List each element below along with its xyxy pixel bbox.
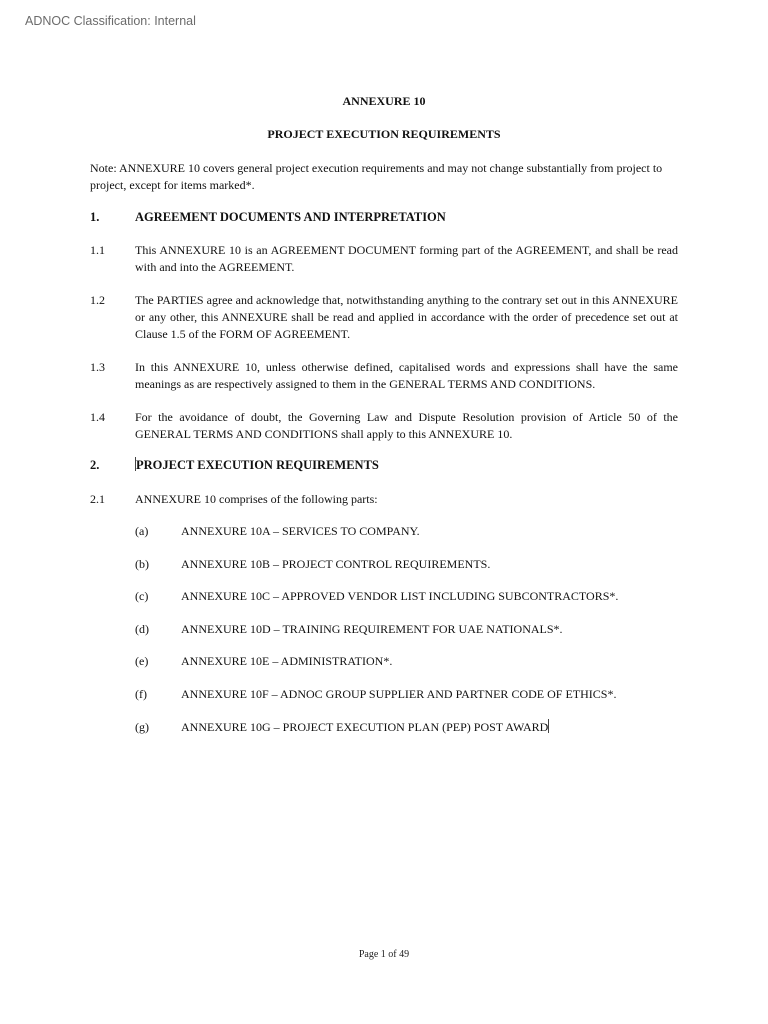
part-c-label: (c) — [135, 589, 149, 603]
section-1-heading: AGREEMENT DOCUMENTS AND INTERPRETATION — [135, 210, 446, 224]
part-c-text: ANNEXURE 10C – APPROVED VENDOR LIST INCLUDING SUBCONTRACTORS*. — [181, 589, 619, 603]
clause-1-2-text: The PARTIES agree and acknowledge that, notwithstanding anything to the contrary set out in this ANNEXURE or any other, this ANNEXURE shall be read and applied in accordance with the order of precedence set out at Clause 1.5 of the FORM OF AGREEMENT. — [135, 293, 678, 341]
document-subtitle: PROJECT EXECUTION REQUIREMENTS — [267, 127, 501, 141]
clause-1-1-number: 1.1 — [90, 243, 105, 257]
part-g-label: (g) — [135, 720, 149, 734]
part-f-text: ANNEXURE 10F – ADNOC GROUP SUPPLIER AND PARTNER CODE OF ETHICS*. — [181, 687, 617, 701]
clause-1-2-number: 1.2 — [90, 293, 105, 307]
note-paragraph: Note: ANNEXURE 10 covers general project execution requirements and may not change substantially from project to project, except for items marked*. — [90, 161, 663, 192]
section-2-number: 2. — [90, 458, 100, 472]
part-b-text: ANNEXURE 10B – PROJECT CONTROL REQUIREMENTS. — [181, 557, 491, 571]
clause-1-4-text: For the avoidance of doubt, the Governing Law and Dispute Resolution provision of Article 50 of the GENERAL TERMS AND CONDITIONS shall apply to this ANNEXURE 10. — [135, 410, 678, 441]
clause-1-4-number: 1.4 — [90, 410, 105, 424]
text-cursor-end — [548, 719, 549, 733]
part-d-label: (d) — [135, 622, 149, 636]
document-title: ANNEXURE 10 — [342, 94, 426, 108]
page-number: Page 1 of 49 — [358, 949, 410, 960]
part-a-text: ANNEXURE 10A – SERVICES TO COMPANY. — [181, 524, 420, 538]
part-f-label: (f) — [135, 687, 147, 701]
classification-label: ADNOC Classification: Internal — [25, 14, 196, 28]
clause-1-1-text: This ANNEXURE 10 is an AGREEMENT DOCUMENT forming part of the AGREEMENT, and shall be read with and into the AGREEMENT. — [135, 243, 678, 274]
part-a-label: (a) — [135, 524, 149, 538]
clause-1-3-number: 1.3 — [90, 360, 105, 374]
part-b-label: (b) — [135, 557, 149, 571]
section-2-heading-wrap[interactable] — [135, 457, 678, 474]
part-d-text: ANNEXURE 10D – TRAINING REQUIREMENT FOR UAE NATIONALS*. — [181, 622, 563, 636]
clause-1-3-text: In this ANNEXURE 10, unless otherwise defined, capitalised words and expressions shall have the same meanings as are respectively assigned to them in the GENERAL TERMS AND CONDITIONS. — [135, 360, 678, 391]
part-e-label: (e) — [135, 654, 149, 668]
part-g-wrap[interactable] — [181, 719, 678, 736]
section-1-number: 1. — [90, 210, 100, 224]
clause-2-1-number: 2.1 — [90, 492, 105, 506]
clause-2-1-text: ANNEXURE 10 comprises of the following parts: — [135, 492, 378, 506]
part-e-text: ANNEXURE 10E – ADMINISTRATION*. — [181, 654, 393, 668]
part-g-text: ANNEXURE 10G – PROJECT EXECUTION PLAN (PEP) POST AWARD — [181, 720, 549, 734]
section-2-heading: PROJECT EXECUTION REQUIREMENTS — [136, 458, 379, 472]
